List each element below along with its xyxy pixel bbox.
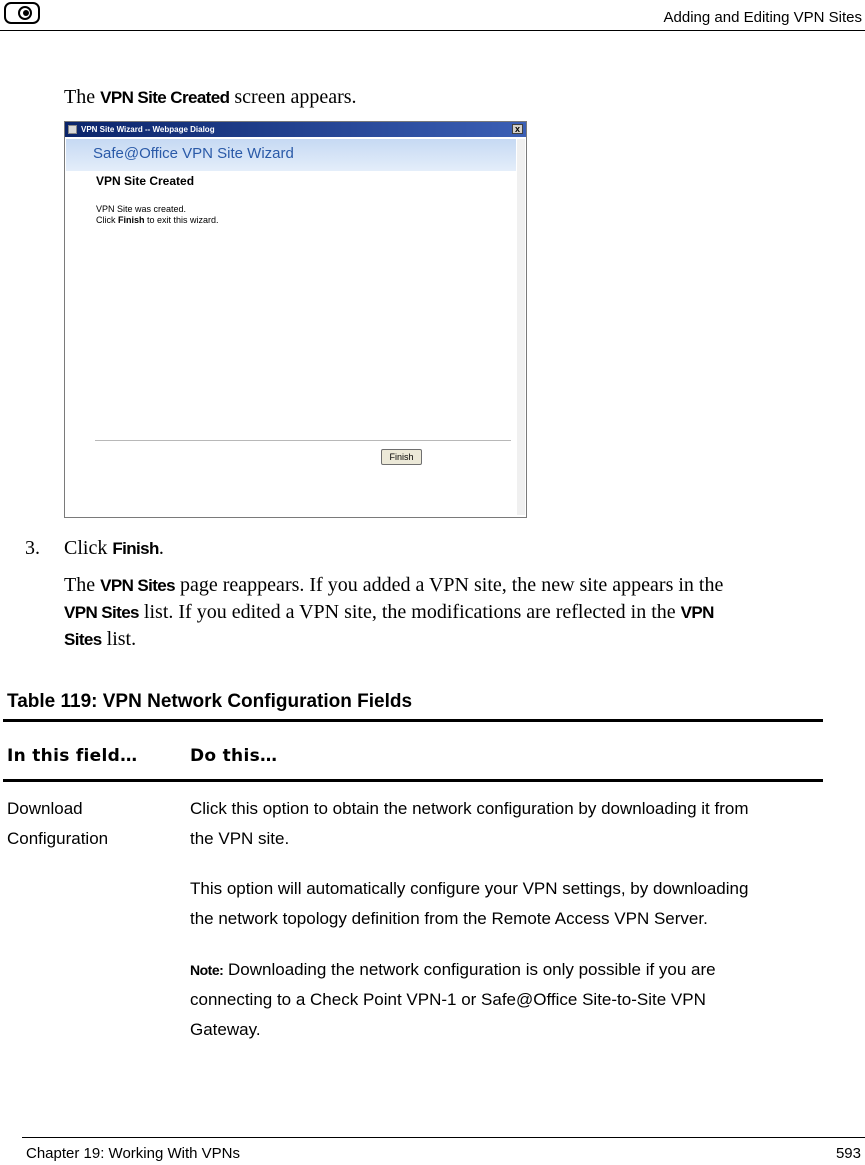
note-line3: Gateway. xyxy=(190,1020,261,1039)
footer-divider xyxy=(22,1137,865,1138)
result-p2: page reappears. If you added a VPN site, the new site appears in the xyxy=(180,574,724,596)
desc1-line1: Click this option to obtain the network configuration by downloading it from xyxy=(190,799,749,818)
table-caption: Table 119: VPN Network Configuration Fields xyxy=(7,691,413,712)
field-name-line1: Download xyxy=(7,799,83,818)
step-result-paragraph xyxy=(64,572,854,653)
close-icon[interactable]: x xyxy=(512,124,523,134)
dialog-separator xyxy=(95,440,511,442)
dialog-message-line2 xyxy=(96,215,219,225)
step-prefix: Click xyxy=(64,537,108,559)
table-row-description-1 xyxy=(190,794,830,854)
result-vpn-sites-2: VPN Sites xyxy=(64,603,139,622)
result-vpn-word: VPN xyxy=(680,603,714,622)
dialog-line2-bold: Finish xyxy=(118,215,145,225)
document-camera-icon xyxy=(4,2,40,24)
table-header-rule xyxy=(3,779,823,782)
desc1-line2: the VPN site. xyxy=(190,829,290,848)
result-p4: list. xyxy=(106,628,137,650)
desc2-line2: the network topology definition from the Remote Access VPN Server. xyxy=(190,909,708,928)
table-header-field: In this field… xyxy=(7,746,138,766)
table-row-field xyxy=(7,794,108,854)
table-top-rule xyxy=(3,719,823,722)
table-row-note xyxy=(190,955,830,1045)
note-line2: connecting to a Check Point VPN-1 or Safe@Office Site-to-Site VPN xyxy=(190,990,706,1009)
intro-suffix: screen appears. xyxy=(234,86,357,108)
result-p1: The xyxy=(64,574,96,596)
page-header-title: Adding and Editing VPN Sites xyxy=(663,9,862,26)
step-instruction xyxy=(64,535,164,562)
step-finish-label: Finish xyxy=(112,539,159,558)
dialog-titlebar xyxy=(65,122,526,137)
step-suffix: . xyxy=(158,537,164,559)
wizard-banner: Safe@Office VPN Site Wizard xyxy=(66,139,516,171)
dialog-message-line1: VPN Site was created. xyxy=(96,204,187,214)
intro-sentence xyxy=(64,84,357,111)
field-name-line2: Configuration xyxy=(7,829,109,848)
dialog-line2-prefix: Click xyxy=(96,215,116,225)
table-header-action: Do this… xyxy=(190,746,278,766)
note-line1: Downloading the network configuration is only possible if you are xyxy=(228,960,716,979)
desc2-line1: This option will automatically configure your VPN settings, by downloading xyxy=(190,879,749,898)
table-row-description-2 xyxy=(190,874,830,934)
dialog-app-icon xyxy=(68,125,77,134)
dialog-line2-suffix: to exit this wizard. xyxy=(147,215,219,225)
wizard-dialog-screenshot xyxy=(64,121,527,518)
footer-chapter: Chapter 19: Working With VPNs xyxy=(26,1145,240,1162)
intro-prefix: The xyxy=(64,86,96,108)
footer-page-number: 593 xyxy=(835,1145,861,1162)
result-sites-word: Sites xyxy=(64,630,102,649)
dialog-heading: VPN Site Created xyxy=(96,174,195,188)
note-label: Note: xyxy=(190,962,224,978)
dialog-scrollbar[interactable] xyxy=(517,139,525,515)
result-p3: list. If you edited a VPN site, the modifications are reflected in the xyxy=(143,601,676,623)
step-number: 3. xyxy=(25,537,40,559)
result-vpn-sites-1: VPN Sites xyxy=(100,576,176,595)
header-divider xyxy=(0,30,865,31)
finish-button[interactable]: Finish xyxy=(381,449,422,465)
intro-screen-name: VPN Site Created xyxy=(100,88,230,107)
dialog-title: VPN Site Wizard -- Webpage Dialog xyxy=(81,125,215,134)
